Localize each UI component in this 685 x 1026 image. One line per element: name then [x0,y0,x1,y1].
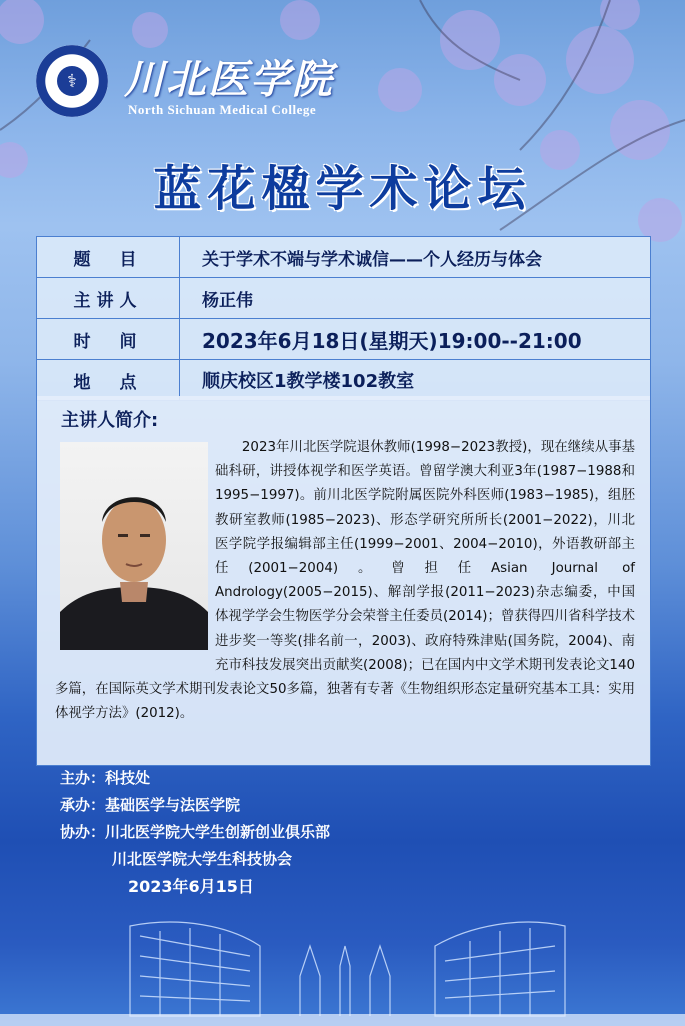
place-value: 顺庆校区1教学楼102教室 [180,360,651,401]
topic-value: 关于学术不端与学术诚信——个人经历与体会 [180,237,651,278]
bio-paragraph: 2023年川北医学院退休教师(1998−2023教授)，现在继续从事基础科研，讲授体视学和医学英语。曾留学澳大利亚3年(1987−1988和1995−1997)。前川北医学院附属医院外科医师(1983−1985)，组胚教研室教师(1985−2023)、形态学研究所所长(2001−2022)，川北医学院学报编辑部主任(1999−2001、2004−2010)，外语教研部主任(2001−2004)。曾担任Asian Journal of Andrology(2005−2015)、解剖学报(2011−2023)杂志编委，中国体视学学会生物医学分会荣誉主任委员(2014)；曾获得四川省科学技术进步奖一等奖(排名前一，2003)、政府特殊津贴(国务院，2004)、南充市科技发展突出贡献奖(2008)；已在国内中文学术期刊发表论文140多篇，在国际英文学术期刊发表论文50多篇，独著有专著《生物组织形态定量研究基本工具：实用体视学方法》(2012)。 [55,440,635,722]
co-organizer-line-1: 协办：川北医学院大学生创新创业俱乐部 [60,823,331,841]
footer-organizers [60,765,330,900]
place-row [37,360,651,401]
speaker-value: 杨正伟 [180,278,651,319]
time-value: 2023年6月18日(星期天)19:00--21:00 [180,319,651,360]
notice-date: 2023年6月15日 [128,877,254,896]
organizer-line: 承办：基础医学与法医学院 [60,796,241,814]
bio-heading: 主讲人简介: [61,410,159,431]
bio-text [55,436,635,726]
lecture-info-table [36,236,651,401]
campus-skyline-illustration [0,886,685,1026]
co-organizer-line-2: 川北医学院大学生科技协会 [112,850,293,868]
school-header [36,40,356,124]
topic-label: 题 目 [37,237,180,278]
time-label: 时 间 [37,319,180,360]
forum-title: 蓝花楹学术论坛 [153,161,532,217]
school-logo-icon: ⚕ [36,45,108,117]
time-row [37,319,651,360]
place-label: 地 点 [37,360,180,401]
host-line: 主办：科技处 [60,769,151,787]
speaker-bio-panel [36,396,651,766]
topic-row [37,237,651,278]
speaker-row [37,278,651,319]
school-name-cn: 川北医学院 [124,56,334,103]
speaker-label: 主讲人 [37,278,180,319]
school-name-en: North Sichuan Medical College [128,102,317,117]
